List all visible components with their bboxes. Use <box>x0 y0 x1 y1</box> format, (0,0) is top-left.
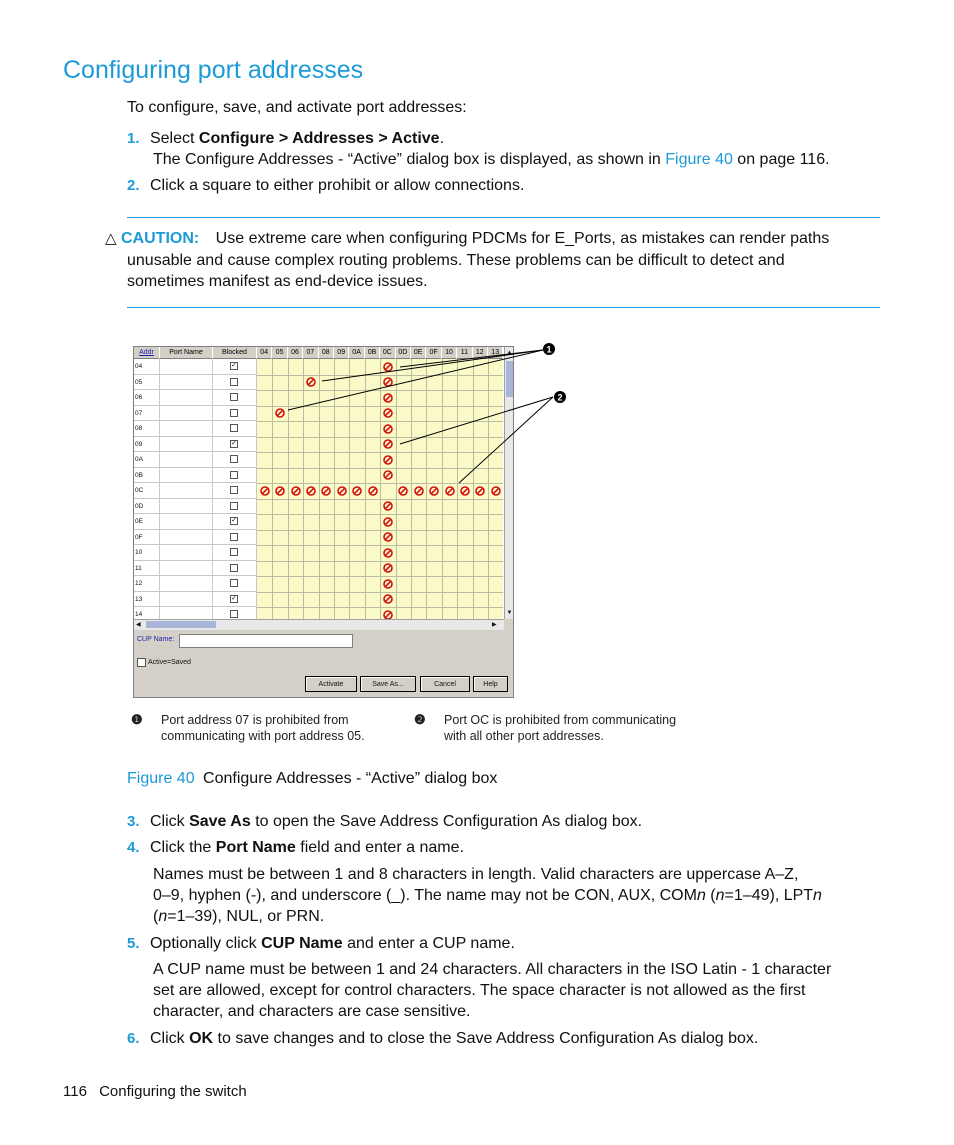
callout-2: ❷ Port OC is prohibited from communicating with all other port addresses. <box>414 712 677 743</box>
intro-text: To configure, save, and activate port addresses: <box>127 99 467 116</box>
row-address: 14 <box>134 607 160 619</box>
save-as-button[interactable]: Save As... <box>360 676 416 692</box>
blocked-checkbox[interactable]: ✓ <box>231 362 237 369</box>
active-saved-checkbox[interactable]: Active=Saved <box>137 658 191 667</box>
port-column-header[interactable]: 13 <box>488 347 503 359</box>
scroll-up-icon[interactable]: ▲ <box>506 350 513 356</box>
caution-block: △ CAUTION: Use extreme care when configuring PDCMs for E_Ports, as mistakes can render paths <box>105 230 830 247</box>
callout-2-marker: ❷ <box>414 712 426 727</box>
row-address: 06 <box>134 390 160 406</box>
row-address: 12 <box>134 576 160 592</box>
blocked-checkbox[interactable]: ✓ <box>231 439 237 447</box>
port-column-header[interactable]: 10 <box>442 347 457 359</box>
row-address: 11 <box>134 561 160 577</box>
row-address: 04 <box>134 359 160 375</box>
row-address: 0C <box>134 483 160 499</box>
page-number: 116 <box>63 1083 87 1100</box>
step-5-line-3: character, and characters are case sensitive. <box>153 1003 471 1020</box>
blocked-checkbox[interactable]: ✓ <box>231 594 237 602</box>
step-5-line-1: A CUP name must be between 1 and 24 characters. All characters in the ISO Latin - 1 character <box>153 961 832 978</box>
scroll-right-icon[interactable]: ▶ <box>492 622 497 628</box>
port-name-column-header[interactable]: Port Name <box>160 347 213 359</box>
port-column-header[interactable]: 0A <box>349 347 364 359</box>
port-column-header[interactable]: 0C <box>380 347 395 359</box>
page-footer <box>63 1083 247 1100</box>
port-column-header[interactable]: 08 <box>319 347 334 359</box>
step-1: 1. Select Configure > Addresses > Active. <box>127 130 445 147</box>
help-button[interactable]: Help <box>473 676 508 692</box>
callout-1: ❶ Port address 07 is prohibited from communicating with port address 05. <box>131 712 365 743</box>
scroll-down-icon[interactable]: ▼ <box>506 610 513 616</box>
scroll-left-icon[interactable]: ◀ <box>136 622 141 628</box>
cup-name-label: CUP Name: <box>137 636 175 643</box>
svg-text:2: 2 <box>557 392 563 403</box>
step-3: 3. Click Save As to open the Save Address Configuration As dialog box. <box>127 813 643 830</box>
port-column-header[interactable]: 0B <box>365 347 380 359</box>
row-address: 08 <box>134 421 160 437</box>
addr-column-header[interactable]: Addr <box>134 347 160 359</box>
figure-caption: Figure 40 Configure Addresses - “Active” dialog box <box>127 770 498 787</box>
step-4-line-2: 0–9, hyphen (-), and underscore (_). The name may not be CON, AUX, COMn (n=1–49), LPTn <box>153 887 822 904</box>
row-address: 0D <box>134 499 160 515</box>
port-column-header[interactable]: 04 <box>257 347 272 359</box>
step-1-detail: The Configure Addresses - “Active” dialog box is displayed, as shown in Figure 40 on page 116. <box>153 151 830 168</box>
blocked-checkbox[interactable]: ✓ <box>231 517 237 524</box>
step-2: 2. Click a square to either prohibit or allow connections. <box>127 177 525 194</box>
footer-section: Configuring the switch <box>99 1083 247 1100</box>
row-address: 0A <box>134 452 160 468</box>
port-column-header[interactable]: 0D <box>396 347 411 359</box>
caution-line-3: sometimes manifest as end-device issues. <box>127 273 428 290</box>
port-column-header[interactable]: 11 <box>457 347 472 359</box>
row-address: 07 <box>134 406 160 422</box>
row-address: 13 <box>134 592 160 608</box>
callout-1-marker: ❶ <box>131 712 143 727</box>
step-6: 6. Click OK to save changes and to close the Save Address Configuration As dialog box. <box>127 1030 759 1047</box>
row-address: 09 <box>134 437 160 453</box>
row-address: 0F <box>134 530 160 546</box>
port-column-header[interactable]: 0E <box>411 347 426 359</box>
activate-button[interactable]: Activate <box>305 676 357 692</box>
row-address: 0B <box>134 468 160 484</box>
step-5: 5. Optionally click CUP Name and enter a CUP name. <box>127 935 515 952</box>
blocked-column-header[interactable]: Blocked <box>213 347 257 359</box>
figure-40-link[interactable]: Figure 40 <box>665 151 733 168</box>
caution-icon: △ <box>105 230 117 247</box>
port-column-header[interactable]: 0F <box>426 347 441 359</box>
step-4-line-3: (n=1–39), NUL, or PRN. <box>153 908 325 925</box>
cancel-button[interactable]: Cancel <box>420 676 470 692</box>
page-title: Configuring port addresses <box>63 56 364 84</box>
svg-text:1: 1 <box>546 344 552 355</box>
row-address: 0E <box>134 514 160 530</box>
row-address: 10 <box>134 545 160 561</box>
port-column-header[interactable]: 12 <box>473 347 488 359</box>
caution-line-2: unusable and cause complex routing problems. These problems can be difficult to detect and <box>127 252 785 269</box>
port-column-header[interactable]: 05 <box>272 347 287 359</box>
step-5-line-2: set are allowed, except for control characters. The space character is not allowed as the first <box>153 982 806 999</box>
step-4-line-1: Names must be between 1 and 8 characters in length. Valid characters are uppercase A–Z, <box>153 866 799 883</box>
port-column-header[interactable]: 06 <box>288 347 303 359</box>
port-column-header[interactable]: 07 <box>303 347 318 359</box>
port-column-header[interactable]: 09 <box>334 347 349 359</box>
row-address: 05 <box>134 375 160 391</box>
step-4: 4. Click the Port Name field and enter a name. <box>127 839 464 856</box>
